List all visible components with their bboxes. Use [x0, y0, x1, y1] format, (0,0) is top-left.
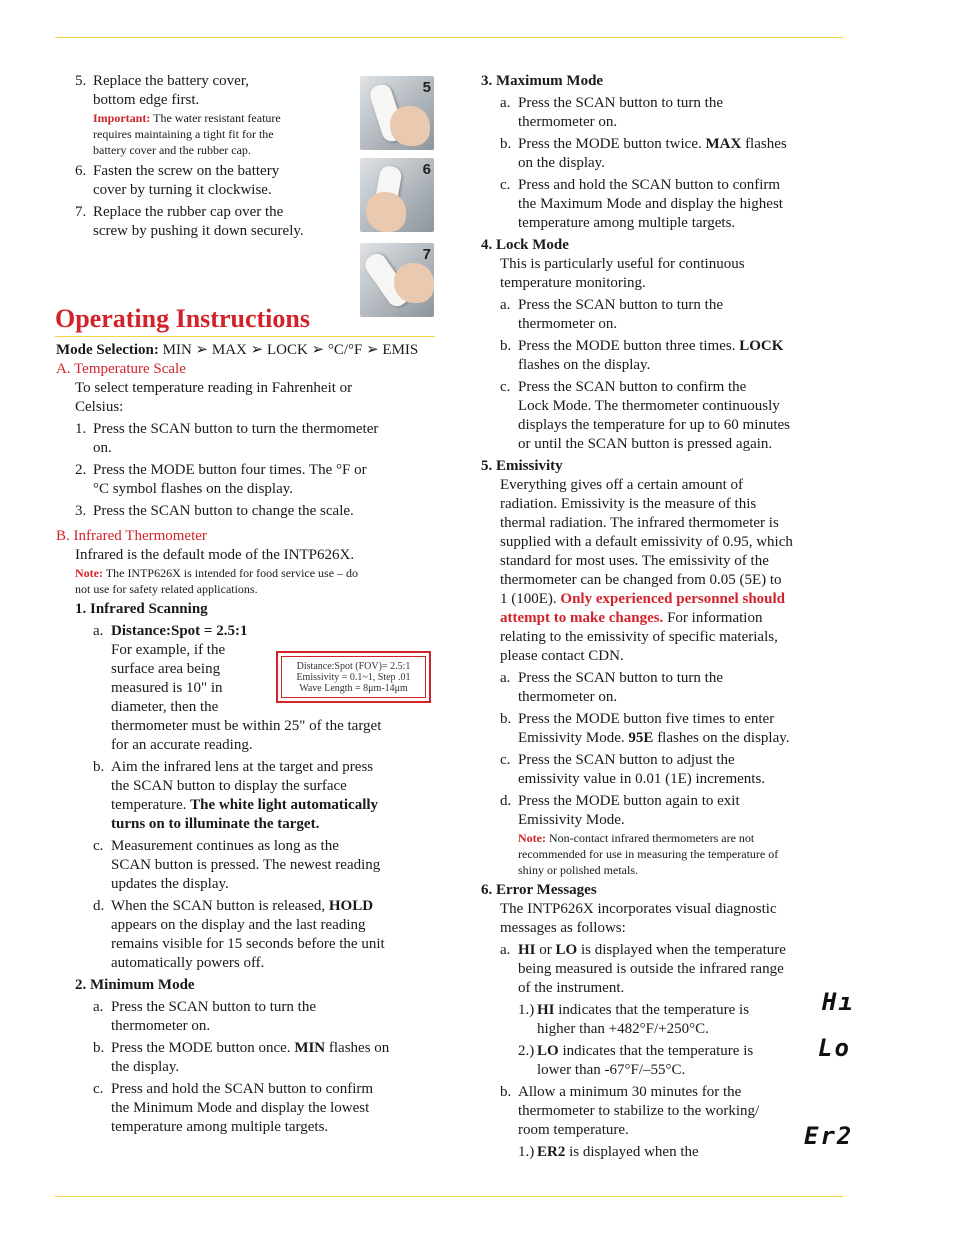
lock-step-letter: a. — [500, 297, 511, 313]
error-sub-number: 1.) — [518, 1002, 535, 1018]
spec-line: Emissivity = 0.1~1, Step .01 — [296, 672, 411, 683]
section-b-intro: Infrared is the default mode of the INTP626X. — [75, 547, 355, 563]
step-5-line: Replace the battery cover, — [93, 73, 249, 89]
lcd-hi-display — [822, 990, 855, 1014]
scan-step-line — [111, 796, 436, 815]
section-title: Operating Instructions — [55, 304, 310, 333]
lock-label: LOCK — [739, 338, 784, 354]
section-a-intro: To select temperature reading in Fahrenheit or — [75, 380, 353, 396]
scale-step-3 — [75, 502, 436, 521]
emissivity-paragraph-line: please contact CDN. — [500, 648, 624, 664]
bottom-rule — [55, 1196, 843, 1197]
error-sub-text: is displayed when the — [569, 1144, 699, 1160]
lock-step-letter: b. — [500, 338, 512, 354]
scale-step-line: on. — [93, 440, 112, 456]
scan-step-line: appears on the display and the last reading — [111, 917, 366, 933]
maximum-mode-steps — [481, 94, 846, 233]
lock-step-line: Lock Mode. The thermometer continuously — [518, 398, 780, 414]
scan-step-line: for an accurate reading. — [111, 737, 253, 753]
min-step-line: temperature among multiple targets. — [111, 1119, 329, 1135]
lcd-hi-text: Hı — [822, 988, 855, 1016]
max-step-text: Press the MODE button twice. — [518, 136, 702, 152]
error-step-line — [518, 941, 846, 960]
mode-selection — [56, 341, 436, 360]
lock-step-line: Press the SCAN button to turn the — [518, 297, 723, 313]
lock-mode-title: 4. Lock Mode — [481, 237, 569, 253]
max-step-text: flashes — [745, 136, 787, 152]
scale-step-1 — [75, 420, 436, 458]
photo-step-6 — [360, 158, 434, 232]
maximum-mode-title: 3. Maximum Mode — [481, 73, 604, 89]
scan-step-letter: d. — [93, 898, 105, 914]
spec-line: Wave Length = 8μm-14μm — [299, 683, 408, 694]
error-lo-item — [518, 1042, 846, 1080]
scale-step-number: 1. — [75, 421, 87, 437]
er2-label: ER2 — [537, 1144, 566, 1160]
scan-step-letter: a. — [93, 623, 104, 639]
spec-line: Distance:Spot (FOV)= 2.5:1 — [296, 661, 411, 672]
error-sub-number: 2.) — [518, 1043, 535, 1059]
photo-step-5-label: 5 — [422, 79, 431, 96]
lock-step-line: or until the SCAN button is pressed again. — [518, 436, 773, 452]
scan-step-line: SCAN button is pressed. The newest reading — [111, 857, 381, 873]
error-step-a — [500, 941, 846, 1080]
max-step-c — [500, 176, 846, 233]
scan-step-line: Measurement continues as long as the — [111, 838, 339, 854]
error-step-letter: b. — [500, 1084, 512, 1100]
note-text: shiny or polished metals. — [518, 863, 638, 877]
emis-step-text: Emissivity Mode. — [518, 730, 625, 746]
lock-intro: This is particularly useful for continuous — [500, 256, 745, 272]
emis-step-line: Press the MODE button again to exit — [518, 793, 740, 809]
emissivity-paragraph-line: thermal radiation. The infrared thermometer is — [500, 515, 779, 531]
error-step-letter: a. — [500, 942, 511, 958]
emissivity-text: For information — [667, 610, 763, 626]
section-b-note — [75, 565, 436, 581]
scan-step-line: For example, if the — [111, 642, 226, 658]
step-7-line: screw by pushing it down securely. — [93, 223, 304, 239]
lock-step-b — [500, 337, 846, 375]
lock-step-line — [518, 337, 846, 356]
distance-spot-title: Distance:Spot = 2.5:1 — [111, 623, 248, 639]
error-sub-text: indicates that the temperature is — [562, 1043, 754, 1059]
scale-step-line: Press the MODE button four times. The °F or — [93, 462, 367, 478]
lcd-lo-display — [818, 1036, 851, 1060]
section-a-body — [56, 379, 436, 521]
scan-step-line: remains visible for 15 seconds before the unit — [111, 936, 385, 952]
scale-step-line: Press the SCAN button to change the scale. — [93, 503, 354, 519]
step-6 — [75, 162, 355, 200]
infrared-scanning-title: 1. Infrared Scanning — [75, 601, 208, 617]
min-step-line: Press and hold the SCAN button to confirm — [111, 1081, 374, 1097]
emis-note — [518, 830, 846, 846]
emis-step-line: thermometer on. — [518, 689, 618, 705]
step-6-line: Fasten the screw on the battery — [93, 163, 280, 179]
max-step-line: on the display. — [518, 155, 605, 171]
lo-label: LO — [555, 942, 578, 958]
emis-step-line: Press the MODE button five times to enter — [518, 711, 775, 727]
emis-step-a — [500, 669, 846, 707]
emissivity-paragraph-line: supplied with a default emissivity of 0.95, which — [500, 534, 793, 550]
emissivity-warning: attempt to make changes. — [500, 610, 664, 626]
important-text: battery cover and the rubber cap. — [93, 143, 251, 157]
scan-step-line: thermometer must be within 25" of the target — [111, 718, 382, 734]
mode-selection-sequence: MIN ➢ MAX ➢ LOCK ➢ °C/°F ➢ EMIS — [162, 342, 419, 358]
emissivity-paragraph-line — [500, 590, 846, 609]
max-step-line: Press the SCAN button to turn the — [518, 95, 723, 111]
important-label: Important: — [93, 111, 151, 125]
max-step-letter: a. — [500, 95, 511, 111]
photo-step-7 — [360, 243, 434, 317]
note-text: not use for safety related applications. — [75, 582, 258, 596]
max-step-line: temperature among multiple targets. — [518, 215, 736, 231]
spec-box — [276, 651, 431, 703]
minimum-mode-steps — [75, 998, 436, 1137]
error-er2-item — [518, 1143, 846, 1162]
scan-step-letter: c. — [93, 838, 104, 854]
min-step-line: Press the SCAN button to turn the — [111, 999, 316, 1015]
emissivity-paragraph-line: Everything gives off a certain amount of — [500, 477, 743, 493]
lcd-lo-text: Lo — [818, 1034, 851, 1062]
section-b-heading: B. Infrared Thermometer — [56, 528, 207, 544]
emis-step-letter: b. — [500, 711, 512, 727]
section-b-body — [56, 546, 436, 1137]
max-step-line: thermometer on. — [518, 114, 618, 130]
emissivity-paragraph-line: thermometer can be changed from 0.05 (5E) to — [500, 572, 782, 588]
scan-step-line: diameter, then the — [111, 699, 219, 715]
hold-label: HOLD — [328, 898, 374, 914]
emissivity-paragraph-line: radiation. Emissivity is the measure of this — [500, 496, 757, 512]
step-5-important — [93, 110, 355, 126]
error-step-line: of the instrument. — [518, 980, 625, 996]
scan-step-bold: turns on to illuminate the target. — [111, 816, 320, 832]
error-step-text: or — [539, 942, 552, 958]
scan-step-line: automatically powers off. — [111, 955, 265, 971]
max-step-a — [500, 94, 846, 132]
lock-step-letter: c. — [500, 379, 511, 395]
min-step-line — [111, 1039, 436, 1058]
min-step-c — [93, 1080, 436, 1137]
lock-step-line: Press the SCAN button to confirm the — [518, 379, 747, 395]
note-text: Non-contact infrared thermometers are not — [548, 831, 755, 845]
scan-step-line: updates the display. — [111, 876, 229, 892]
lock-mode-body — [481, 255, 846, 454]
max-step-letter: b. — [500, 136, 512, 152]
emis-step-line: Press the SCAN button to adjust the — [518, 752, 735, 768]
scale-step-2 — [75, 461, 436, 499]
scan-step-text: When the SCAN button is released, — [111, 898, 326, 914]
emissivity-paragraph-line: relating to the emissivity of specific materials, — [500, 629, 778, 645]
error-step-line: being measured is outside the infrared range — [518, 961, 784, 977]
photo-step-7-label: 7 — [422, 246, 431, 263]
emissivity-warning: Only experienced personnel should — [560, 591, 786, 607]
emis-step-letter: d. — [500, 793, 512, 809]
hi-label: HI — [518, 942, 536, 958]
scan-step-d — [93, 897, 436, 973]
min-step-letter: c. — [93, 1081, 104, 1097]
error-sub-line: lower than -67°F/–55°C. — [537, 1062, 686, 1078]
emis-step-line: emissivity value in 0.01 (1E) increments. — [518, 771, 766, 787]
lock-intro: temperature monitoring. — [500, 275, 646, 291]
note-text: The INTP626X is intended for food service use – do — [105, 566, 359, 580]
max-step-letter: c. — [500, 177, 511, 193]
emis-step-line: Emissivity Mode. — [518, 812, 625, 828]
emissivity-paragraph-line — [500, 609, 846, 628]
error-sub-number: 1.) — [518, 1144, 535, 1160]
min-step-line: the display. — [111, 1059, 180, 1075]
important-text: requires maintaining a tight fit for the — [93, 127, 274, 141]
lcd-er2-text: Er2 — [804, 1122, 854, 1150]
scan-step-bold: The white light automatically — [190, 797, 379, 813]
section-title-rule — [55, 336, 435, 337]
emissivity-paragraph-line: standard for most uses. The emissivity of the — [500, 553, 769, 569]
scan-step-c — [93, 837, 436, 894]
min-step-letter: a. — [93, 999, 104, 1015]
step-7-number: 7. — [75, 204, 87, 220]
error-step-line: room temperature. — [518, 1122, 629, 1138]
step-7-line: Replace the rubber cap over the — [93, 204, 284, 220]
left-main — [56, 341, 436, 1137]
note-label: Note: — [75, 566, 103, 580]
scale-step-number: 2. — [75, 462, 87, 478]
note-label: Note: — [518, 831, 546, 845]
scan-step-line: Aim the infrared lens at the target and press — [111, 759, 374, 775]
max-label: MAX — [705, 136, 742, 152]
lo-label: LO — [537, 1043, 559, 1059]
max-step-line — [518, 135, 846, 154]
step-5-number: 5. — [75, 73, 87, 89]
min-step-text: flashes on — [328, 1040, 390, 1056]
max-step-b — [500, 135, 846, 173]
step-5 — [75, 72, 355, 158]
min-step-text: Press the MODE button once. — [111, 1040, 291, 1056]
error-sub-line — [537, 1042, 846, 1061]
emis-step-line: Press the SCAN button to turn the — [518, 670, 723, 686]
lock-step-line: flashes on the display. — [518, 357, 651, 373]
error-messages-body — [481, 900, 846, 1162]
step-6-number: 6. — [75, 163, 87, 179]
right-column — [481, 72, 846, 1162]
emis-step-letter: a. — [500, 670, 511, 686]
scan-step-line: measured is 10" in — [111, 680, 223, 696]
scale-step-number: 3. — [75, 503, 87, 519]
scale-step-line: °C symbol flashes on the display. — [93, 481, 294, 497]
hi-label: HI — [537, 1002, 555, 1018]
min-step-line: the Minimum Mode and display the lowest — [111, 1100, 370, 1116]
scan-step-b — [93, 758, 436, 834]
emis-step-letter: c. — [500, 752, 511, 768]
emis-step-line — [518, 729, 846, 748]
important-text: The water resistant feature — [153, 111, 281, 125]
minimum-mode-title: 2. Minimum Mode — [75, 977, 195, 993]
scale-step-line: Press the SCAN button to turn the thermometer — [93, 421, 379, 437]
max-step-line: Press and hold the SCAN button to confirm — [518, 177, 781, 193]
error-intro: The INTP626X incorporates visual diagnostic — [500, 901, 777, 917]
lock-step-a — [500, 296, 846, 334]
emissivity-title: 5. Emissivity — [481, 458, 563, 474]
emis-step-b — [500, 710, 846, 748]
lock-step-line: thermometer on. — [518, 316, 618, 332]
emis-value-label: 95E — [628, 730, 654, 746]
step-6-line: cover by turning it clockwise. — [93, 182, 272, 198]
photo-step-6-label: 6 — [422, 161, 431, 178]
scan-step-line: the SCAN button to display the surface — [111, 778, 347, 794]
photo-step-5 — [360, 76, 434, 150]
left-top-steps — [75, 72, 355, 241]
error-sub-line — [537, 1143, 846, 1162]
min-step-b — [93, 1039, 436, 1077]
emis-step-d — [500, 792, 846, 878]
error-sub-line — [537, 1001, 846, 1020]
emis-step-text: flashes on the display. — [657, 730, 790, 746]
min-step-letter: b. — [93, 1040, 105, 1056]
min-step-a — [93, 998, 436, 1036]
error-intro: messages as follows: — [500, 920, 626, 936]
max-step-line: the Maximum Mode and display the highest — [518, 196, 783, 212]
section-a-heading: A. Temperature Scale — [56, 361, 186, 377]
min-label: MIN — [294, 1040, 326, 1056]
lock-step-line: displays the temperature for up to 60 minutes — [518, 417, 791, 433]
error-step-b — [500, 1083, 846, 1162]
scan-step-letter: b. — [93, 759, 105, 775]
emissivity-body — [481, 476, 846, 878]
top-rule — [55, 37, 843, 38]
error-sub-line: higher than +482°F/+250°C. — [537, 1021, 709, 1037]
error-step-line: thermometer to stabilize to the working/ — [518, 1103, 760, 1119]
min-step-line: thermometer on. — [111, 1018, 211, 1034]
spec-box-inner — [281, 656, 426, 698]
error-hi-item — [518, 1001, 846, 1039]
error-step-line: Allow a minimum 30 minutes for the — [518, 1084, 742, 1100]
scan-step-line: surface area being — [111, 661, 221, 677]
lcd-er2-display — [804, 1124, 853, 1148]
step-7 — [75, 203, 355, 241]
note-text: recommended for use in measuring the temperature of — [518, 847, 779, 861]
emissivity-text: 1 (100E). — [500, 591, 557, 607]
emis-step-c — [500, 751, 846, 789]
scan-step-line — [111, 897, 436, 916]
lock-step-c — [500, 378, 846, 454]
section-a-intro: Celsius: — [75, 399, 124, 415]
error-messages-title: 6. Error Messages — [481, 882, 597, 898]
error-sub-text: indicates that the temperature is — [558, 1002, 750, 1018]
scan-step-text: temperature. — [111, 797, 187, 813]
mode-selection-label: Mode Selection: — [56, 342, 159, 358]
step-5-line: bottom edge first. — [93, 92, 200, 108]
error-step-text: is displayed when the temperature — [580, 942, 786, 958]
lock-step-text: Press the MODE button three times. — [518, 338, 736, 354]
